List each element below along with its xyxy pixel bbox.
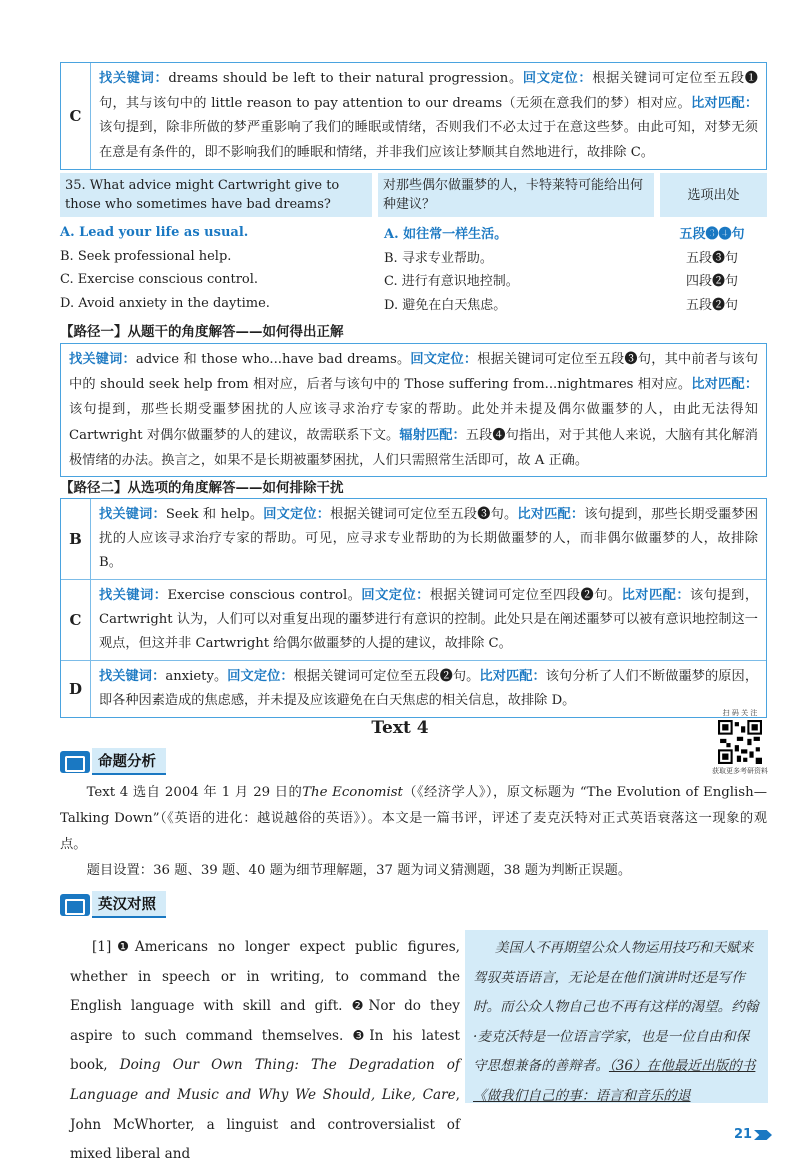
english-text <box>70 933 460 1164</box>
match-text: 该句提到，Cartwright 认为，人们可以对重复出现的噩梦进行有意识的控制。此处只是在阐述噩梦可以被有意识地控制这一观点，但这并非 Cartwright 给偶尔做噩梦的人提的建议，故排除 C。 <box>99 588 759 651</box>
book-title: Doing Our Own Thing: The Degradation of Language and Music and Why We Should, Like, Care <box>70 1057 460 1103</box>
keyword-text: dreams should be left to their natural progression。 <box>168 71 523 86</box>
match-label: 比对匹配： <box>517 507 585 522</box>
match-label: 比对匹配： <box>690 95 759 111</box>
top-option-box <box>60 62 767 170</box>
option-en: B. Seek professional help. <box>60 248 232 264</box>
option-en: A. Lead your life as usual. <box>60 225 249 241</box>
option-analysis <box>91 63 766 169</box>
option-cn: B. 寻求专业帮助。 <box>384 250 493 266</box>
match-text: 该句提到，除非所做的梦严重影响了我们的睡眠或情绪，否则我们不必太过于在意这些梦。由此可知，对梦无须在意是有条件的，即不影响我们的睡眠和情绪，并非我们应该让梦顺其自然地进行，故排除 C。 <box>99 120 758 160</box>
keyword-text: advice 和 those who...have bad dreams。 <box>135 352 411 367</box>
keyword-label: 找关键词： <box>99 507 166 522</box>
locate-label: 回文定位： <box>263 507 331 522</box>
keyword-label: 找关键词： <box>99 71 169 86</box>
qr-code-icon <box>718 720 762 764</box>
section-title-analysis <box>60 748 166 775</box>
page-number: 21 <box>734 1127 753 1142</box>
option-source: 五段❷句 <box>685 297 738 313</box>
intro-text: （《经济学人》），原文标题为 “The Evolution of English—Talking Down”（《英语的进化：越说越俗的英语》）。本文是一篇书评，评述了麦克沃特对正式英语衰落这一现象的观点。 <box>60 785 767 852</box>
section-title-bilingual <box>60 891 166 918</box>
option-letter: D <box>61 661 91 717</box>
locate-label: 回文定位： <box>227 669 294 684</box>
chinese-translation <box>465 930 768 1103</box>
question-cn: 对那些偶尔做噩梦的人，卡特莱特可能给出何种建议？ <box>378 173 654 217</box>
intro-text: Text 4 选自 2004 年 1 月 29 日的 <box>86 785 303 800</box>
chinese-text-a: 美国人不再期望公众人物运用技巧和天赋来驾驭英语语言，无论是在他们演讲时还是写作时。而公众人物自己也不再有这样的渴望。约翰·麦克沃特是一位语言学家，也是一位自由和保守思想兼备的善辩者。 <box>473 940 759 1075</box>
qr-caption-bottom: 获取更多考研资料 <box>712 767 768 775</box>
english-text-a: [1]❶Americans no longer expect public figures, whether in speech or in writing, to command the English language with skill and gift. ❷Nor do they aspire to such command themselves. ❸In his latest book, <box>70 939 460 1074</box>
option-en: D. Avoid anxiety in the daytime. <box>60 295 270 311</box>
locate-label: 回文定位： <box>361 588 430 603</box>
option-row <box>60 268 767 292</box>
path2-heading: 【路径二】从选项的角度解答——如何排除干扰 <box>60 480 344 496</box>
radiate-label: 辐射匹配： <box>399 427 466 443</box>
locate-text: 根据关键词可定位至五段❷句。 <box>293 669 480 684</box>
locate-text: 根据关键词可定位至五段❸句。 <box>330 507 518 522</box>
option-letter: B <box>61 499 91 579</box>
locate-text: 根据关键词可定位至五段❸句，其中前者与该句中的 should seek help from 相对应，后者与该句中的 Those suffering from...nightmares 相对应。 <box>69 352 759 393</box>
locate-text: 根据关键词可定位至五段❶句，其与该句中的 little reason to pay attention to our dreams（无须在意我们的梦）相对应。 <box>99 71 758 111</box>
path2-box <box>60 498 767 718</box>
intro-source: The Economist <box>302 785 403 800</box>
option-cn: A. 如往常一样生活。 <box>384 227 508 243</box>
page-arrow-icon <box>754 1130 772 1140</box>
match-label: 比对匹配： <box>621 588 691 603</box>
intro-paragraph <box>60 780 767 858</box>
section-label: 英汉对照 <box>92 891 166 918</box>
match-label: 比对匹配： <box>479 669 546 684</box>
option-letter: C <box>61 63 91 169</box>
section-label: 命题分析 <box>92 748 166 775</box>
match-text: 该句提到，那些长期受噩梦困扰的人应该寻求治疗专家的帮助。可见，应寻求专业帮助的为长期做噩梦的人，而非偶尔做噩梦的人，故排除 B。 <box>99 507 759 570</box>
match-text: 该句分析了人们不断做噩梦的原因，即各种因素造成的焦虑感，并未提及应该避免在白天焦虑的相关信息，故排除 D。 <box>99 669 759 708</box>
locate-label: 回文定位： <box>522 71 593 86</box>
option-row-d <box>61 661 766 717</box>
match-text: 该句提到，那些长期受噩梦困扰的人应该寻求治疗专家的帮助。此处并未提及偶尔做噩梦的人，由此无法得知 Cartwright 对偶尔做噩梦的人的建议，故需联系下文。 <box>69 402 758 443</box>
keyword-label: 找关键词： <box>99 588 168 603</box>
locate-text: 根据关键词可定位至四段❷句。 <box>429 588 622 603</box>
option-row <box>60 245 767 269</box>
option-row-b <box>61 499 766 580</box>
option-letter: C <box>61 580 91 660</box>
keyword-text: anxiety。 <box>165 669 228 684</box>
option-row <box>60 292 767 316</box>
question-en: 35. What advice might Cartwright give to those who sometimes have bad dreams? <box>60 173 372 217</box>
match-label: 比对匹配： <box>691 377 759 393</box>
keyword-text: Exercise conscious control。 <box>167 588 362 603</box>
keyword-label: 找关键词： <box>99 669 166 684</box>
qr-caption-top: 扫 码 关 注 <box>722 709 758 717</box>
keyword-label: 找关键词： <box>69 352 136 367</box>
path1-box <box>60 343 767 477</box>
question-header <box>60 173 767 217</box>
option-source: 五段❸句 <box>685 250 738 266</box>
option-cn: C. 进行有意识地控制。 <box>384 274 519 290</box>
locate-label: 回文定位： <box>410 352 478 367</box>
source-header: 选项出处 <box>660 173 767 217</box>
option-analysis <box>91 661 766 717</box>
qr-code[interactable] <box>712 708 768 776</box>
radiate-text: 五段❹句指出，对于其他人来说，大脑有其化解消极情绪的办法。换言之，如果不是长期被噩梦困扰，人们只需照常生活即可，故 A 正确。 <box>69 427 758 468</box>
book-icon <box>60 751 90 773</box>
option-row-c <box>61 580 766 661</box>
chinese-text-b: （36）在他最近出版的书《做我们自己的事：语言和音乐的退 <box>473 1058 756 1104</box>
option-row <box>60 221 767 245</box>
option-row-c <box>61 63 766 169</box>
option-analysis <box>91 499 766 579</box>
option-source: 四段❷句 <box>685 274 738 290</box>
question-table <box>60 173 767 315</box>
question-setting: 题目设置：36 题、39 题、40 题为细节理解题，37 题为词义猜测题，38 题为判断正误题。 <box>86 863 632 878</box>
option-source: 五段❸❹句 <box>679 227 745 243</box>
book-icon <box>60 894 90 916</box>
text4-title: Text 4 <box>371 718 429 738</box>
path1-heading: 【路径一】从题干的角度解答——如何得出正解 <box>60 324 344 340</box>
english-text-b: , John McWhorter, a linguist and controversialist of mixed liberal and <box>70 1086 460 1163</box>
option-en: C. Exercise conscious control. <box>60 272 259 288</box>
option-analysis <box>91 580 766 660</box>
keyword-text: Seek 和 help。 <box>165 507 264 522</box>
option-cn: D. 避免在白天焦虑。 <box>384 297 507 313</box>
